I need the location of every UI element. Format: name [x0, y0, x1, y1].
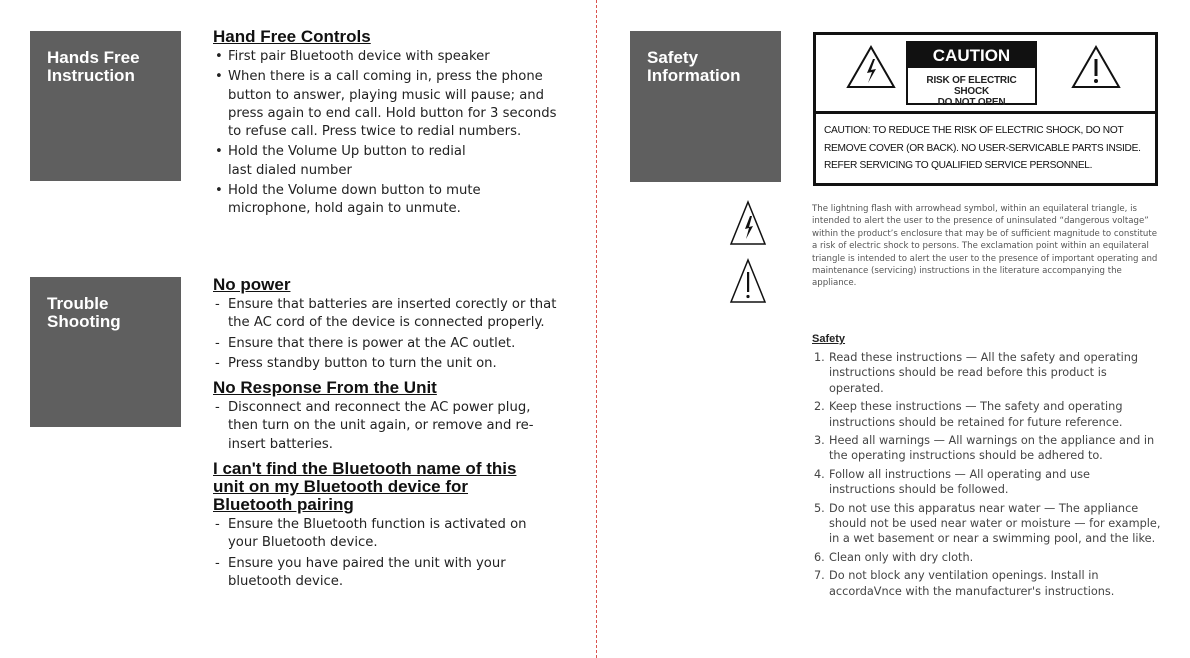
item-number: 2. [814, 400, 825, 414]
item-text: Clean only with dry cloth. [829, 550, 974, 564]
list-item [812, 399, 1170, 430]
item-text: Keep these instructions — The safety and operating instructions should be retained for future reference. [829, 400, 1123, 429]
list-item [812, 501, 1170, 547]
item-text: Do not use this apparatus near water — The appliance should not be used near water or moisture — for example, in a wet basement or near a swimming pool, and the like. [829, 501, 1161, 546]
item-number: 1. [814, 351, 825, 364]
item-text: Hold the Volume Up button to redial last dialed number [228, 144, 466, 178]
item-number: 4. [814, 467, 825, 481]
caution-body: CAUTION: TO REDUCE THE RISK OF ELECTRIC SHOCK, DO NOT REMOVE COVER (OR BACK). NO USER-SERVICABLE PARTS INSIDE. REFER SERVICING TO QUALIFIED SERVICE PERSONNEL. [824, 125, 1141, 171]
exclamation-symbol-icon [729, 258, 767, 304]
hands-free-label: Hands Free Instruction [47, 48, 140, 85]
exclamation-warning-icon [1071, 45, 1121, 89]
lightning-symbol-icon [729, 200, 767, 246]
safety-list [812, 350, 1170, 602]
lightning-warning-icon [846, 45, 896, 89]
item-number: 6. [814, 550, 825, 564]
list-item [812, 568, 1170, 599]
trouble-shooting-label: Trouble Shooting [47, 294, 121, 331]
safety-heading: Safety [812, 333, 846, 345]
item-number: 5. [814, 501, 825, 515]
list-item: - Ensure that batteries are inserted corectly or that the AC cord of the device is connected properly. [215, 297, 557, 331]
item-number: 7. [814, 569, 825, 583]
item-text: Ensure that batteries are inserted corectly or that the AC cord of the device is connected properly. [228, 297, 557, 331]
item-number: 3. [814, 434, 825, 448]
no-response-heading: No Response From the Unit [213, 378, 437, 398]
list-item: • Hold the Volume Up button to redial last dialed number [215, 144, 466, 178]
caution-sub1: RISK OF ELECTRIC SHOCK [926, 75, 1017, 97]
list-item [812, 350, 1149, 396]
item-text: Hold the Volume down button to mute microphone, hold again to unmute. [228, 183, 481, 217]
trouble-shooting-label-box [30, 277, 181, 427]
list-item [812, 550, 1170, 565]
safety-information-label: Safety Information [647, 48, 741, 85]
item-text: Press standby button to turn the unit on. [228, 355, 497, 371]
list-item: - Ensure the Bluetooth function is activated on your Bluetooth device. [215, 517, 527, 551]
list-item: • Hold the Volume down button to mute microphone, hold again to unmute. [215, 183, 481, 217]
item-text: Ensure that there is power at the AC outlet. [228, 335, 516, 351]
caution-label [813, 32, 1158, 186]
no-power-heading: No power [213, 275, 291, 294]
safety-label-box [630, 31, 781, 182]
item-text: Heed all warnings — All warnings on the appliance and in the operating instructions should be adhered to. [829, 434, 1155, 463]
list-item: - Disconnect and reconnect the AC power plug, then turn on the unit again, or remove and re-insert batteries. [215, 400, 534, 452]
item-text: When there is a call coming in, press the phone button to answer, playing music will pause; and press again to end call. Hold button for 3 seconds to refuse call. Press twice to redial numbers. [228, 69, 557, 140]
caution-sub2: DO NOT OPEN [937, 97, 1006, 108]
item-text: Read these instructions — All the safety and operating instructions should be read before this product is operated. [829, 351, 1139, 395]
item-text: Do not block any ventilation openings. Install in accordaVnce with the manufacturer's instructions. [829, 569, 1115, 598]
hands-free-label-box [30, 31, 181, 181]
list-item [812, 433, 1170, 464]
item-text: Disconnect and reconnect the AC power plug, then turn on the unit again, or remove and re-insert batteries. [228, 400, 534, 452]
list-item [812, 467, 1149, 498]
trouble-shooting-section [213, 276, 558, 597]
list-item: - Press standby button to turn the unit on. [215, 355, 497, 371]
list-item: • First pair Bluetooth device with speaker [215, 49, 490, 64]
symbol-explanation: The lightning flash with arrowhead symbol, within an equilateral triangle, is intended to alert the user to the presence of uninsulated “dangerous voltage” within the product’s enclosure that may be of sufficient magnitude to constitute a risk of electric shock to persons. The exclamation point within an equilateral triangle is intended to alert the user to the presence of important operating and maintenance (servicing) instructions in the literature accompanying the appliance. [812, 204, 1158, 289]
item-text: Follow all instructions — All operating and use instructions should be followed. [829, 467, 1090, 497]
list-item: - Ensure you have paired the unit with your bluetooth device. [215, 555, 506, 589]
item-text: Ensure the Bluetooth function is activated on your Bluetooth device. [228, 517, 527, 551]
item-text: First pair Bluetooth device with speaker [228, 49, 490, 64]
caution-banner [906, 41, 1037, 108]
item-text: Ensure you have paired the unit with your bluetooth device. [228, 555, 506, 589]
hands-free-section [213, 28, 565, 225]
list-item: • When there is a call coming in, press the phone button to answer, playing music will pause; and press again to end call. Hold button for 3 seconds to refuse call. Press twice to redial numbers. [215, 69, 557, 140]
hands-free-heading: Hand Free Controls [213, 27, 371, 46]
list-item: - Ensure that there is power at the AC outlet. [215, 335, 516, 351]
caution-title: CAUTION [908, 43, 1035, 68]
bluetooth-name-heading: I can't find the Bluetooth name of this unit on my Bluetooth device for Bluetooth pairing [213, 459, 517, 515]
page-divider [596, 0, 597, 658]
